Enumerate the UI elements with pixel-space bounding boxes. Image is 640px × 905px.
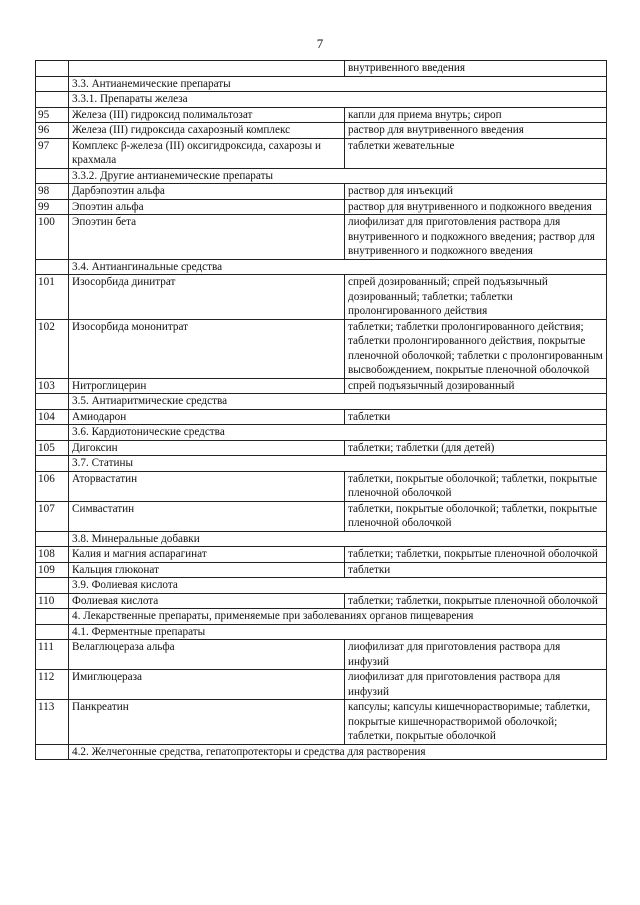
- row-number-cell: [36, 744, 69, 760]
- drug-name-cell: Нитроглицерин: [69, 378, 345, 394]
- table-row: [36, 700, 607, 745]
- table-row: [36, 138, 607, 168]
- drug-name-cell: Имиглюцераза: [69, 670, 345, 700]
- drug-name-cell: Симвастатин: [69, 501, 345, 531]
- dosage-form-cell: таблетки; таблетки пролонгированного действия; таблетки пролонгированного действия, покрытые пленочной оболочкой; таблетки с пролонгированным высвобождением, покрытые пленочной оболочкой: [345, 319, 607, 378]
- section-title: 3.3.2. Другие антианемические препараты: [69, 168, 607, 184]
- section-row: [36, 76, 607, 92]
- dosage-form-cell: раствор для инъекций: [345, 184, 607, 200]
- table-row: [36, 547, 607, 563]
- table-row: [36, 670, 607, 700]
- row-number-cell: 97: [36, 138, 69, 168]
- dosage-form-cell: капли для приема внутрь; сироп: [345, 107, 607, 123]
- section-row: [36, 425, 607, 441]
- drug-name-cell: Дарбэпоэтин альфа: [69, 184, 345, 200]
- table-row: [36, 275, 607, 320]
- section-row: [36, 259, 607, 275]
- section-title: 4.2. Желчегонные средства, гепатопротекторы и средства для растворения: [69, 744, 607, 760]
- dosage-form-cell: внутривенного введения: [345, 61, 607, 77]
- dosage-form-cell: раствор для внутривенного и подкожного введения: [345, 199, 607, 215]
- row-number-cell: 104: [36, 409, 69, 425]
- drug-name-cell: Амиодарон: [69, 409, 345, 425]
- drug-list-table: [35, 60, 607, 760]
- drug-name-cell: Изосорбида мононитрат: [69, 319, 345, 378]
- row-number-cell: 98: [36, 184, 69, 200]
- row-number-cell: 106: [36, 471, 69, 501]
- drug-name-cell: Велаглюцераза альфа: [69, 640, 345, 670]
- section-row: [36, 92, 607, 108]
- dosage-form-cell: лиофилизат для приготовления раствора для инфузий: [345, 640, 607, 670]
- row-number-cell: [36, 92, 69, 108]
- table-row: [36, 61, 607, 77]
- section-row: [36, 744, 607, 760]
- row-number-cell: [36, 624, 69, 640]
- section-row: [36, 168, 607, 184]
- drug-name-cell: Комплекс β-железа (III) оксигидроксида, сахарозы и крахмала: [69, 138, 345, 168]
- row-number-cell: [36, 394, 69, 410]
- row-number-cell: 107: [36, 501, 69, 531]
- section-title: 3.8. Минеральные добавки: [69, 531, 607, 547]
- table-row: [36, 409, 607, 425]
- section-title: 4. Лекарственные препараты, применяемые при заболеваниях органов пищеварения: [69, 609, 607, 625]
- drug-name-cell: Кальция глюконат: [69, 562, 345, 578]
- dosage-form-cell: таблетки; таблетки (для детей): [345, 440, 607, 456]
- section-row: [36, 456, 607, 472]
- row-number-cell: [36, 531, 69, 547]
- table-body: [36, 61, 607, 760]
- row-number-cell: [36, 578, 69, 594]
- dosage-form-cell: спрей подъязычный дозированный: [345, 378, 607, 394]
- table-row: [36, 123, 607, 139]
- section-title: 3.3. Антианемические препараты: [69, 76, 607, 92]
- drug-name-cell: Фолиевая кислота: [69, 593, 345, 609]
- table-row: [36, 378, 607, 394]
- dosage-form-cell: таблетки; таблетки, покрытые пленочной оболочкой: [345, 593, 607, 609]
- table-row: [36, 593, 607, 609]
- drug-name-cell: Панкреатин: [69, 700, 345, 745]
- table-row: [36, 319, 607, 378]
- dosage-form-cell: капсулы; капсулы кишечнорастворимые; таблетки, покрытые кишечнорастворимой оболочкой; таблетки, покрытые оболочкой: [345, 700, 607, 745]
- dosage-form-cell: таблетки, покрытые оболочкой; таблетки, покрытые пленочной оболочкой: [345, 501, 607, 531]
- dosage-form-cell: таблетки; таблетки, покрытые пленочной оболочкой: [345, 547, 607, 563]
- drug-name-cell: Калия и магния аспарагинат: [69, 547, 345, 563]
- row-number-cell: 101: [36, 275, 69, 320]
- table-row: [36, 640, 607, 670]
- drug-name-cell: Изосорбида динитрат: [69, 275, 345, 320]
- section-title: 3.9. Фолиевая кислота: [69, 578, 607, 594]
- section-row: [36, 624, 607, 640]
- table-row: [36, 107, 607, 123]
- row-number-cell: 99: [36, 199, 69, 215]
- dosage-form-cell: спрей дозированный; спрей подъязычный дозированный; таблетки; таблетки пролонгированного действия: [345, 275, 607, 320]
- row-number-cell: [36, 168, 69, 184]
- row-number-cell: 96: [36, 123, 69, 139]
- section-row: [36, 578, 607, 594]
- drug-name-cell: Железа (III) гидроксида сахарозный комплекс: [69, 123, 345, 139]
- table-row: [36, 501, 607, 531]
- row-number-cell: 108: [36, 547, 69, 563]
- dosage-form-cell: лиофилизат для приготовления раствора для инфузий: [345, 670, 607, 700]
- table-row: [36, 562, 607, 578]
- table-row: [36, 471, 607, 501]
- section-title: 3.6. Кардиотонические средства: [69, 425, 607, 441]
- drug-name-cell: [69, 61, 345, 77]
- row-number-cell: 113: [36, 700, 69, 745]
- drug-name-cell: Аторвастатин: [69, 471, 345, 501]
- dosage-form-cell: таблетки: [345, 409, 607, 425]
- drug-name-cell: Эпоэтин альфа: [69, 199, 345, 215]
- row-number-cell: 100: [36, 215, 69, 260]
- section-row: [36, 394, 607, 410]
- table-row: [36, 199, 607, 215]
- section-row: [36, 531, 607, 547]
- drug-name-cell: Железа (III) гидроксид полимальтозат: [69, 107, 345, 123]
- row-number-cell: [36, 609, 69, 625]
- row-number-cell: 112: [36, 670, 69, 700]
- dosage-form-cell: таблетки жевательные: [345, 138, 607, 168]
- table-row: [36, 440, 607, 456]
- section-title: 3.4. Антиангинальные средства: [69, 259, 607, 275]
- row-number-cell: 102: [36, 319, 69, 378]
- row-number-cell: 110: [36, 593, 69, 609]
- dosage-form-cell: таблетки: [345, 562, 607, 578]
- row-number-cell: 105: [36, 440, 69, 456]
- dosage-form-cell: таблетки, покрытые оболочкой; таблетки, покрытые пленочной оболочкой: [345, 471, 607, 501]
- drug-name-cell: Эпоэтин бета: [69, 215, 345, 260]
- row-number-cell: 103: [36, 378, 69, 394]
- row-number-cell: [36, 456, 69, 472]
- row-number-cell: 111: [36, 640, 69, 670]
- row-number-cell: 95: [36, 107, 69, 123]
- section-title: 3.3.1. Препараты железа: [69, 92, 607, 108]
- section-title: 3.5. Антиаритмические средства: [69, 394, 607, 410]
- row-number-cell: [36, 61, 69, 77]
- section-row: [36, 609, 607, 625]
- row-number-cell: [36, 425, 69, 441]
- row-number-cell: [36, 259, 69, 275]
- section-title: 3.7. Статины: [69, 456, 607, 472]
- section-title: 4.1. Ферментные препараты: [69, 624, 607, 640]
- page-number: 7: [316, 36, 324, 51]
- table-row: [36, 184, 607, 200]
- dosage-form-cell: раствор для внутривенного введения: [345, 123, 607, 139]
- row-number-cell: [36, 76, 69, 92]
- table-row: [36, 215, 607, 260]
- row-number-cell: 109: [36, 562, 69, 578]
- dosage-form-cell: лиофилизат для приготовления раствора для внутривенного и подкожного введения; раствор для внутривенного и подкожного введения: [345, 215, 607, 260]
- drug-name-cell: Дигоксин: [69, 440, 345, 456]
